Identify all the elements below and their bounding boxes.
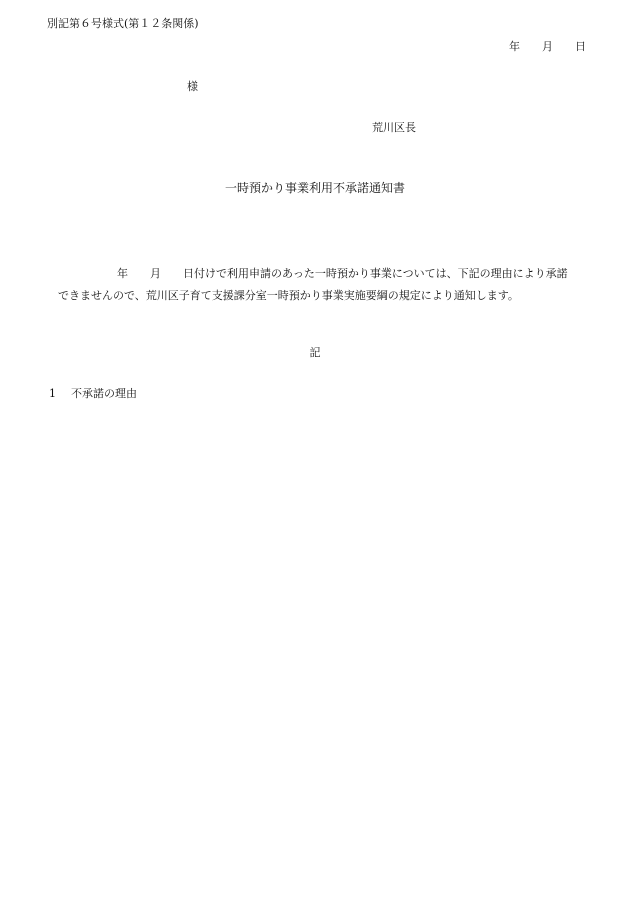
notice-body	[47, 263, 599, 307]
body-line1-text: 日付けで利用申請のあった一時預かり事業については、下記の理由により承諾	[183, 267, 568, 280]
issue-date	[509, 40, 586, 54]
date-month: 月	[542, 40, 553, 53]
document-title: 一時預かり事業利用不承諾通知書	[224, 181, 405, 195]
body-year: 年	[117, 267, 128, 280]
date-day: 日	[575, 40, 586, 53]
body-month: 月	[150, 267, 161, 280]
item-number: 1	[49, 387, 56, 400]
form-reference: 別記第６号様式(第１２条関係)	[47, 17, 199, 30]
sender-name: 荒川区長	[372, 121, 416, 134]
item-reason	[49, 387, 137, 401]
date-year: 年	[509, 40, 520, 53]
addressee-honorific: 様	[187, 80, 198, 93]
body-line-2: できませんので、荒川区子育て支援課分室一時預かり事業実施要綱の規定により通知します。	[58, 289, 519, 302]
item-label: 不承諾の理由	[71, 387, 137, 400]
ki-heading: 記	[309, 346, 321, 359]
body-line-1	[47, 263, 599, 285]
